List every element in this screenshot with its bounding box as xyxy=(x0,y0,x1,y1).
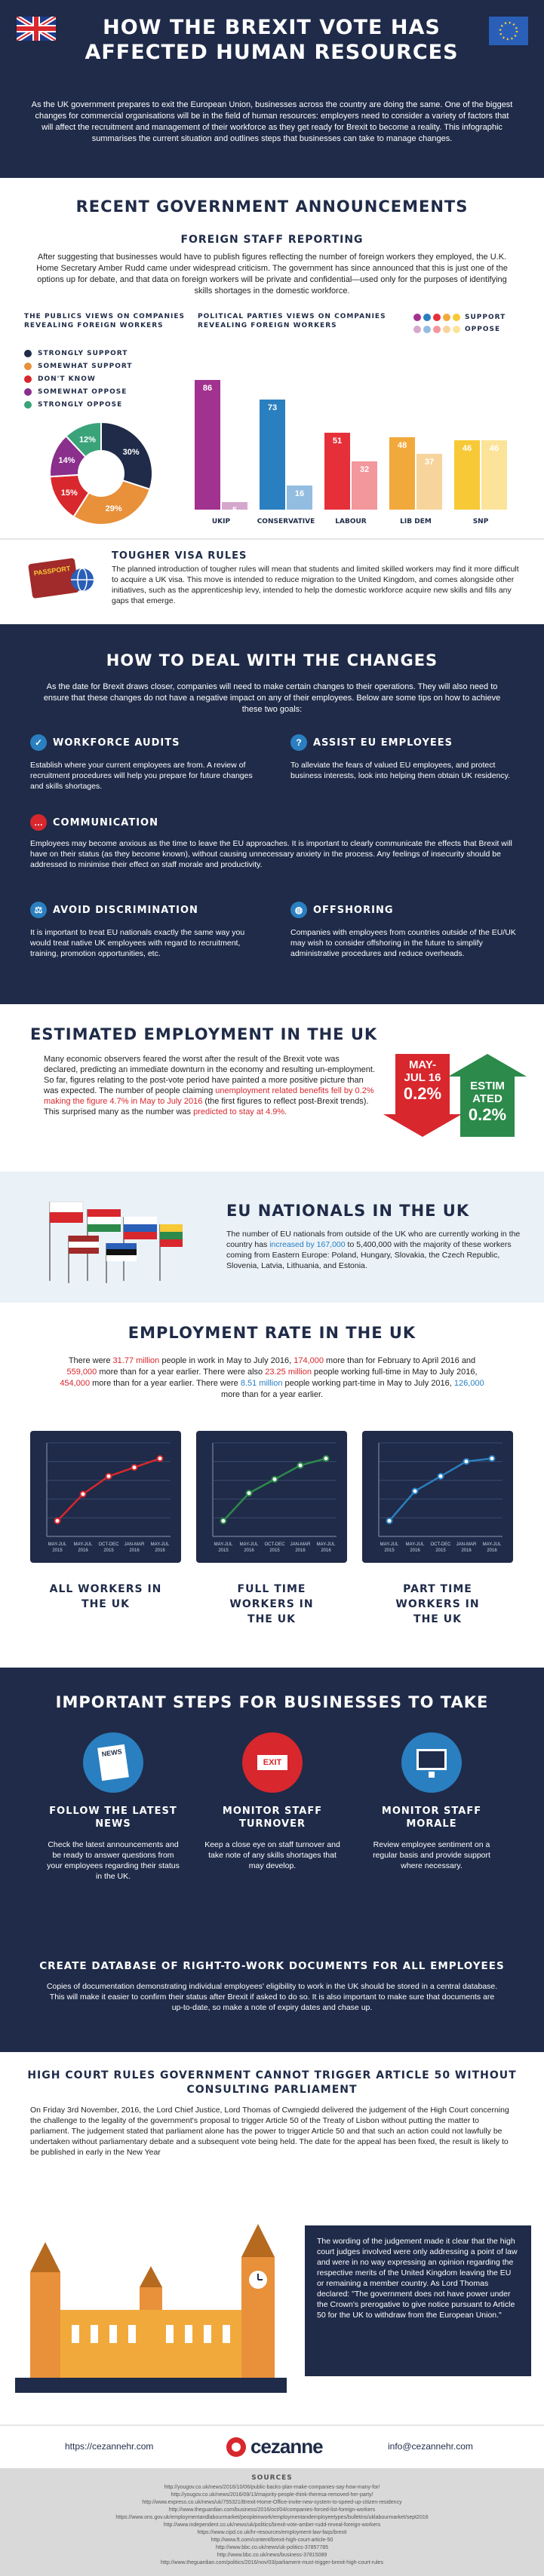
pie-legend-item xyxy=(24,375,190,383)
highlight-value: 126,000 xyxy=(453,1379,484,1388)
flags-icon xyxy=(27,1194,186,1285)
line-chart-full-time xyxy=(196,1431,347,1563)
x-tick-label: 2016 xyxy=(129,1548,140,1553)
x-tick-label: 2015 xyxy=(218,1548,229,1553)
legend-swatch xyxy=(24,350,32,357)
step-follow-news xyxy=(45,1732,181,1882)
bar-category-label: LIB DEM xyxy=(400,518,432,525)
data-point xyxy=(464,1459,469,1464)
header-section xyxy=(0,0,544,178)
bar-value-label: 73 xyxy=(267,403,278,412)
source-link[interactable]: http://www.express.co.uk/news/uk/755321/Brexit-Home-Office-invite-new-system-to-speed-up-citizen-residency xyxy=(142,2500,402,2505)
source-link[interactable]: http://www.bbc.co.uk/news/business-37815089 xyxy=(217,2553,327,2558)
tip-avoid-discrimination xyxy=(30,902,257,959)
eu-flag-icon xyxy=(489,17,528,45)
x-tick-label: JAN-MAR xyxy=(456,1542,477,1547)
x-tick-label: MAY-JUL xyxy=(380,1542,399,1547)
pie-value-label: 14% xyxy=(58,455,75,465)
x-tick-label: OCT-DEC xyxy=(430,1542,451,1547)
database-title: CREATE DATABASE OF RIGHT-TO-WORK DOCUMENTS FOR ALL EMPLOYEES xyxy=(39,1960,505,1972)
steps-title: IMPORTANT STEPS FOR BUSINESSES TO TAKE xyxy=(55,1693,489,1711)
x-tick-label: JAN-MAR xyxy=(290,1542,311,1547)
data-point xyxy=(55,1518,60,1524)
arrow-label: ESTIM xyxy=(470,1080,505,1092)
text-part: to 5,400,000 with the majority of these workers coming from Eastern Europe: Poland, Hungary, Slovakia, the Czech Republic, Slovenia, Latvia, Lithuania, and Estonia. xyxy=(226,1240,512,1270)
source-link[interactable]: http://yougov.co.uk/news/2016/10/06/public-backs-plan-make-companies-say-how-many-for/ xyxy=(164,2485,380,2490)
x-tick-label: 2015 xyxy=(269,1548,280,1553)
text-part: people in work in May to July 2016, xyxy=(159,1356,294,1365)
tip-text: To alleviate the fears of valued EU employees, and protect business interests, look into helping them obtain UK residency. xyxy=(290,761,511,780)
pie-chart xyxy=(48,421,154,526)
scales-icon: ⚖ xyxy=(30,902,47,918)
highlight-text: predicted to stay at 4.9%. xyxy=(193,1107,287,1116)
intro-text: As the UK government prepares to exit the European Union, businesses across the country are doing the same. One of the biggest changes for commercial organisations will be in the field of human resources: employers need to consider a variety of factors that will affect the recruitment and management of their workforce as they get ready for Brexit to become a reality. This infographic summarises the current situation and outlines steps that businesses can take to manage changes. xyxy=(31,100,513,143)
bar-value-label: 32 xyxy=(359,465,370,474)
tip-workforce-audits xyxy=(30,734,257,792)
bar-value-label: 46 xyxy=(489,444,499,453)
step-staff-turnover xyxy=(204,1732,340,1871)
x-tick-label: 2016 xyxy=(410,1548,420,1553)
database-text: Copies of documentation demonstrating individual employees' eligibility to work in the UK should be stored in a central database. This will make it easier to confirm their status after Brexit if asked to do so. It is also important to make sure that documents are up-to-date, so make a note of expiry dates and chase up. xyxy=(46,1982,498,2012)
highlight-value: 31.77 million xyxy=(112,1356,160,1365)
tip-offshoring xyxy=(290,902,517,959)
monitor-icon xyxy=(401,1732,462,1793)
step-text: Check the latest announcements and be ready to answer questions from your employees regarding their status in the UK. xyxy=(47,1840,180,1881)
unemployment-text xyxy=(44,1054,376,1117)
parliament-icon xyxy=(15,2219,287,2393)
bar-category-label: UKIP xyxy=(211,518,231,525)
text-part: There were xyxy=(68,1356,113,1365)
data-point xyxy=(221,1518,226,1524)
exit-label: EXIT xyxy=(263,1758,282,1767)
cezanne-logo xyxy=(226,2435,323,2458)
data-point xyxy=(81,1491,86,1496)
eu-section xyxy=(0,1172,544,1303)
unemployment-section xyxy=(0,1004,544,1172)
pie-value-label: 15% xyxy=(60,488,78,498)
line-chart-all-workers xyxy=(30,1431,181,1563)
visa-title: TOUGHER VISA RULES xyxy=(112,550,247,562)
page-title-line1: HOW THE BREXIT VOTE HAS xyxy=(103,16,441,39)
x-tick-label: MAY-JUL xyxy=(405,1542,425,1547)
legend-label: STRONGLY SUPPORT xyxy=(38,350,128,357)
step-title: FOLLOW THE LATEST NEWS xyxy=(49,1806,177,1830)
bar-value-label: 51 xyxy=(332,436,343,446)
x-tick-label: JAN-MAR xyxy=(124,1542,145,1547)
x-tick-label: MAY-JUL xyxy=(150,1542,170,1547)
x-tick-label: MAY-JUL xyxy=(214,1542,233,1547)
source-link[interactable]: http://www.bbc.co.uk/news/uk-politics-37857785 xyxy=(215,2545,329,2550)
legend-label: STRONGLY OPPOSE xyxy=(38,401,123,409)
globe-icon: ◍ xyxy=(290,902,307,918)
step-text: Review employee sentiment on a regular basis and provide support where necessary. xyxy=(373,1840,490,1870)
text-part: more than for a year earlier. There were also xyxy=(97,1368,266,1377)
arrow-down-may-jul xyxy=(395,1054,450,1137)
step-title: MONITOR STAFF MORALE xyxy=(381,1806,482,1830)
data-point xyxy=(438,1474,444,1479)
email-link[interactable]: info@cezannehr.com xyxy=(388,2441,473,2452)
text-part: (the first figures to reflect post-Brexit trends). This surprised many as the number was xyxy=(44,1097,369,1116)
text-part: people working full-time in May to July 2016, xyxy=(312,1368,478,1377)
tip-text: Establish where your current employees are from. A review of recruitment procedures will help you prepare for future changes and skills shortages. xyxy=(30,761,253,791)
x-tick-label: MAY-JUL xyxy=(316,1542,336,1547)
arrow-label: ATED xyxy=(472,1092,503,1105)
globe-icon xyxy=(69,567,95,593)
legend-support: SUPPORT xyxy=(465,314,506,321)
source-link[interactable]: http://www.theguardian.com/business/2016/oct/04/companies-forced-list-foreign-workers xyxy=(168,2507,376,2513)
text-part: The number of EU nationals from outside of the UK who are currently working in the country has xyxy=(226,1230,521,1249)
chart-label-full: FULL TIME WORKERS IN THE UK xyxy=(229,1583,314,1625)
tip-text: It is important to treat EU nationals exactly the same way you would treat native UK employees with regard to recruitment, training, promotion opportunities, etc. xyxy=(30,928,245,958)
tip-title: ASSIST EU EMPLOYEES xyxy=(313,737,453,749)
highlight-text: increased by 167,000 xyxy=(269,1240,346,1249)
tip-text: Companies with employees from countries outside of the EU/UK may wish to consider offshoring in the future to simplify administrative procedures and reduce overheads. xyxy=(290,928,516,958)
data-point xyxy=(413,1488,418,1493)
pie-title: THE PUBLICS VIEWS ON COMPANIES REVEALING FOREIGN WORKERS xyxy=(24,313,185,329)
text-part: people working part-time in May to July 2016, xyxy=(282,1379,454,1388)
chat-icon: … xyxy=(30,814,47,831)
highlight-value: 23.25 million xyxy=(265,1368,312,1377)
x-tick-label: OCT-DEC xyxy=(264,1542,285,1547)
legend-swatch xyxy=(24,363,32,370)
sources-list xyxy=(45,2484,499,2567)
deal-title: HOW TO DEAL WITH THE CHANGES xyxy=(106,651,438,669)
exit-icon xyxy=(242,1732,303,1793)
x-tick-label: OCT-DEC xyxy=(98,1542,119,1547)
court-title: HIGH COURT RULES GOVERNMENT CANNOT TRIGGER ARTICLE 50 WITHOUT CONSULTING PARLIAMENT xyxy=(27,2069,517,2096)
pie-value-label: 29% xyxy=(105,504,122,514)
text-part: Many economic observers feared the worst after the result of the Brexit vote was declared, predicting an immediate downturn in the economy and resulting un-employment. So far, figures relating to the post-vote period have painted a more positive picture than was expected. The number of people claiming xyxy=(44,1055,376,1095)
data-point xyxy=(272,1477,278,1482)
employment-rate-section xyxy=(0,1303,544,1668)
data-point xyxy=(324,1456,329,1461)
announcements-title: RECENT GOVERNMENT ANNOUNCEMENTS xyxy=(75,198,469,216)
data-point xyxy=(132,1465,137,1470)
news-icon xyxy=(83,1732,143,1793)
highlight-value: 8.51 million xyxy=(240,1379,283,1388)
source-link[interactable]: http://yougov.co.uk/news/2016/09/13/majority-people-think-theresa-removed-her-party/ xyxy=(171,2492,373,2498)
data-point xyxy=(490,1456,495,1461)
announcements-section xyxy=(0,178,544,624)
court-text: On Friday 3rd November, 2016, the Lord Chief Justice, Lord Thomas of Cwmgiedd delivered the judgement of the High Court concerning the challenge to the legality of the government's proposal to trigger Article 50 of the Treaty of Lisbon without putting the matter to parliament. The judgement stated that parliament alone has the power to trigger Article 50 and that such an action could not lawfully be undertaken without parliamentary debate and a subsequent vote being held. The date for the appeal has been fixed, the result is likely to be published in early in the New Year xyxy=(30,2106,509,2157)
sources-box xyxy=(0,2468,544,2576)
website-link[interactable]: https://cezannehr.com xyxy=(65,2441,154,2452)
unemployment-title: ESTIMATED EMPLOYMENT IN THE UK xyxy=(30,1025,378,1043)
x-tick-label: 2016 xyxy=(155,1548,165,1553)
tip-text: Employees may become anxious as the time to leave the EU approaches. It is important to clearly communicate the effects that Brexit will have on their status (as they become known), without causing unnecessary anxiety in the process. Any feelings of insecurity should be addressed to minimise their effect on staff morale and productivity. xyxy=(30,839,512,869)
steps-section xyxy=(0,1668,544,2052)
bar-value-label: 46 xyxy=(462,444,472,453)
foreign-staff-text: After suggesting that businesses would have to publish figures reflecting the number of foreign workers they employed, the U.K. Home Secretary Amber Rudd came under widespread criticism. The government has since announced that this is just one of the options up for debate, and that data on foreign workers will be private and confidential—used only for the purposes of identifying skills shortages in the domestic workforce. xyxy=(36,253,508,296)
arrow-label: JUL 16 xyxy=(404,1071,441,1084)
eu-title: EU NATIONALS IN THE UK xyxy=(226,1202,470,1220)
legend-label: DON'T KNOW xyxy=(38,375,96,383)
pie-value-label: 30% xyxy=(122,448,140,458)
x-tick-label: MAY-JUL xyxy=(73,1542,93,1547)
arrow-value: 0.2% xyxy=(468,1105,507,1124)
data-point xyxy=(298,1463,303,1468)
x-tick-label: 2015 xyxy=(52,1548,63,1553)
arrow-label: MAY- xyxy=(408,1058,437,1071)
x-tick-label: MAY-JUL xyxy=(239,1542,259,1547)
x-tick-label: 2016 xyxy=(295,1548,306,1553)
foreign-staff-title: FOREIGN STAFF REPORTING xyxy=(180,234,364,246)
footer-section xyxy=(0,2424,544,2576)
rate-title: EMPLOYMENT RATE IN THE UK xyxy=(128,1324,416,1342)
text-part: more than for a year earlier. xyxy=(220,1390,324,1399)
pie-slice xyxy=(74,480,150,525)
rate-text xyxy=(53,1355,491,1401)
x-tick-label: 2016 xyxy=(321,1548,331,1553)
text-part: more than for February to April 2016 and xyxy=(324,1356,476,1365)
eu-text xyxy=(226,1229,521,1271)
brand-name: cezanne xyxy=(250,2435,323,2458)
court-quote-box xyxy=(305,2225,531,2376)
bar-category-label: SNP xyxy=(472,518,489,525)
source-link[interactable]: https://www.ons.gov.uk/employmentandlabourmarket/peopleinwork/employmentandemployeetypes/bulletins/uklabourmarket/sept2016 xyxy=(115,2515,429,2520)
highlight-text: unemployment related benefits fell by 0.2% making the figure 4.7% in May to July 2016 xyxy=(44,1086,374,1106)
x-tick-label: 2015 xyxy=(435,1548,446,1553)
deal-section xyxy=(0,624,544,1004)
highlight-value: 174,000 xyxy=(294,1356,324,1365)
pie-legend-item xyxy=(24,401,190,409)
court-section xyxy=(0,2052,544,2424)
legend-swatch xyxy=(24,375,32,383)
source-link[interactable]: http://www.ft.com/content/brexit-high-court-article-50 xyxy=(211,2538,333,2543)
x-tick-label: 2016 xyxy=(244,1548,254,1553)
step-title: MONITOR STAFF TURNOVER xyxy=(222,1806,323,1830)
step-text: Keep a close eye on staff turnover and take note of any skills shortages that may develop. xyxy=(204,1840,340,1870)
source-link[interactable]: http://www.theguardian.com/politics/2016/nov/03/parliament-must-trigger-brexit-high-court-rules xyxy=(161,2560,383,2565)
tip-communication xyxy=(30,814,517,870)
bar-support xyxy=(195,380,220,510)
pie-legend-item xyxy=(24,350,190,357)
bar-title: POLITICAL PARTIES VIEWS ON COMPANIES REVEALING FOREIGN WORKERS xyxy=(198,313,386,329)
legend-label: SOMEWHAT OPPOSE xyxy=(38,388,128,396)
pie-legend xyxy=(24,350,190,414)
x-tick-label: 2016 xyxy=(78,1548,88,1553)
highlight-value: 454,000 xyxy=(60,1379,91,1388)
legend-swatch xyxy=(24,401,32,409)
check-icon: ✓ xyxy=(30,734,47,751)
arrow-up-estimated xyxy=(460,1054,515,1137)
x-tick-label: 2015 xyxy=(384,1548,395,1553)
legend-oppose: OPPOSE xyxy=(465,326,501,333)
tip-title: OFFSHORING xyxy=(313,904,394,916)
data-point xyxy=(158,1456,163,1461)
bar-support xyxy=(260,400,285,510)
tip-title: AVOID DISCRIMINATION xyxy=(53,904,198,916)
pie-legend-item xyxy=(24,388,190,396)
x-tick-label: 2016 xyxy=(487,1548,497,1553)
tip-title: COMMUNICATION xyxy=(53,816,158,829)
x-tick-label: 2015 xyxy=(103,1548,114,1553)
bar-value-label: 48 xyxy=(397,441,407,450)
data-point xyxy=(387,1518,392,1524)
court-quote: The wording of the judgement made it clear that the high court judges involved were only addressing a point of law and were in no way expressing an opinion regarding the respective merits of the United Kingdom leaving the EU or remaining a member country. As Lord Thomas declared: "The government does not have power under the Crown's prerogative to give notice pursuant to Article 50 for the UK to withdraw from the European Union." xyxy=(317,2237,518,2320)
arrow-value: 0.2% xyxy=(403,1084,442,1103)
bar-value-label: 86 xyxy=(202,384,213,393)
union-jack-icon xyxy=(17,17,56,41)
bar-value-label: 5 xyxy=(232,506,238,515)
step-staff-morale xyxy=(364,1732,499,1871)
visa-text: The planned introduction of tougher rules will mean that students and limited skilled workers may find it more difficult to acquire a UK visa. This move is intended to reduce migration to the United Kingdom, and comes alongside other initiatives, such as the apprenticeship levy, intended to help the domestic workforce acquire new skills and fills any gaps that emerge. xyxy=(112,565,519,605)
tip-assist-eu xyxy=(290,734,517,781)
chart-label-part: PART TIME WORKERS IN THE UK xyxy=(395,1583,480,1625)
x-tick-label: MAY-JUL xyxy=(48,1542,67,1547)
source-link[interactable]: https://www.cipd.co.uk/hr-resources/employment-law-faqs/brexit xyxy=(197,2530,347,2535)
legend-swatch xyxy=(24,388,32,396)
deal-intro: As the date for Brexit draws closer, companies will need to make certain changes to their operations. They will also need to ensure that these changes do not have a negative impact on any of their employees. Below are some tips on how to achieve these two goals: xyxy=(43,682,501,714)
bar-category-label: CONSERVATIVE xyxy=(257,518,315,525)
chart-label-all: ALL WORKERS IN THE UK xyxy=(49,1583,162,1610)
source-link[interactable]: http://www.independent.co.uk/news/uk/politics/brexit-vote-amber-rudd-reveal-foreign-workers xyxy=(163,2522,381,2528)
text-part: more than for a year earlier. There were xyxy=(90,1379,241,1388)
news-label: NEWS xyxy=(101,1747,123,1758)
bar-chart xyxy=(189,344,528,532)
bar-value-label: 37 xyxy=(424,458,435,467)
data-point xyxy=(247,1490,252,1496)
passport-icon: PASSPORT xyxy=(28,558,79,599)
sources-title: SOURCES xyxy=(251,2474,293,2482)
page-title-line2: AFFECTED HUMAN RESOURCES xyxy=(85,41,459,64)
bar-legend xyxy=(413,314,534,333)
help-icon: ? xyxy=(290,734,307,751)
x-tick-label: MAY-JUL xyxy=(482,1542,502,1547)
highlight-value: 559,000 xyxy=(66,1368,97,1377)
data-point xyxy=(106,1474,112,1479)
line-chart-part-time xyxy=(362,1431,513,1563)
bar-value-label: 16 xyxy=(294,489,305,498)
tip-title: WORKFORCE AUDITS xyxy=(53,737,180,749)
pie-legend-item xyxy=(24,363,190,370)
pie-value-label: 12% xyxy=(78,435,96,445)
bar-category-label: LABOUR xyxy=(335,518,367,525)
x-tick-label: 2016 xyxy=(461,1548,472,1553)
legend-label: SOMEWHAT SUPPORT xyxy=(38,363,133,370)
